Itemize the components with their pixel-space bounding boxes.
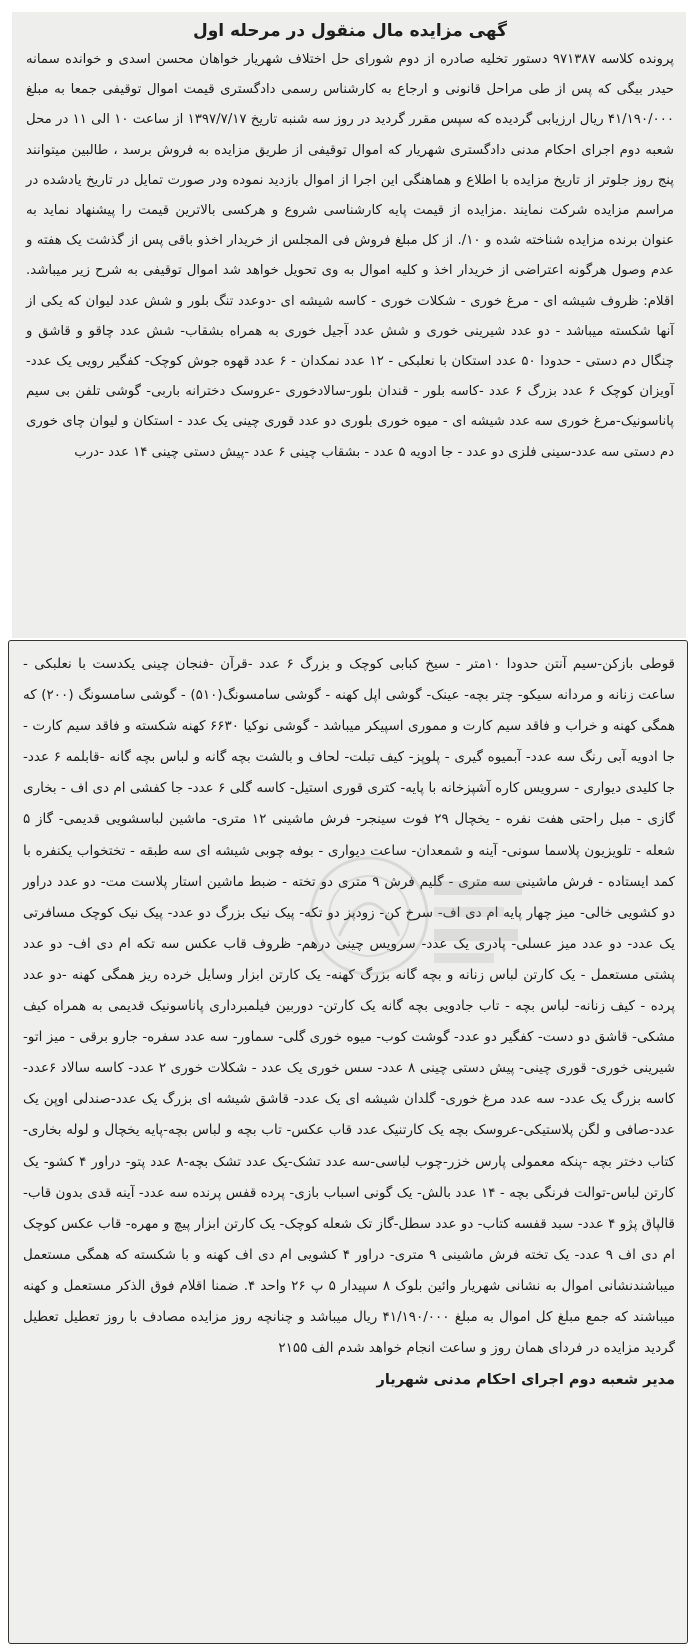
notice-clipping-top [12,12,686,638]
issuer-signature: مدیر شعبه دوم اجرای احکام مدنی شهریار [376,1372,675,1389]
notice-body-part-2: قوطی بازکن-سیم آنتن حدودا ۱۰متر - سیخ کبابی کوچک و بزرگ ۶ عدد -قرآن -فنجان چینی یکدست با نعلبکی - ساعت زنانه و مردانه سیکو- چتر بچه- عینک- گوشی اپل کهنه - گوشی سامسونگ(۵۱۰) - گوشی سامسونگ (۲۰۰) که همگی کهنه و خراب و فاقد سیم کارت و مموری اسپیکر میباشد - گوشی نوکیا ۶۶۳۰ کهنه شکسته و فاقد سیم کارت - جا ادویه آبی رنگ سه عدد- آبمیوه گیری - پلوپز- کیف تبلت- لحاف و بالشت بچه گانه و لباس بچه گانه -قابلمه ۶ عدد- جا کلیدی دیواری - سرویس کاره آشپزخانه با پایه- کتری قوری استیل- کاسه گلی ۶ عدد- جا کفشی ام دی اف - بخاری گازی - مبل راحتی هفت نفره - یخچال ۲۹ فوت سینجر- فرش ماشینی ۱۲ متری- ماشین لباسشویی قدیمی- گاز ۵ شعله - تلویزیون پلاسما سونی- آینه و شمعدان- ساعت دیواری - بوفه چوبی شیشه ای سه طبقه - تختخواب یکنفره با کمد ایستاده - فرش ماشینی سه متری - گلیم فرش ۹ متری دو تخته - ضبط ماشین استار پلاست مت- دو عدد دراور دو کشویی خالی- میز چهار پایه ام دی اف- سرخ کن- زودپز دو تکه- پیک نیک بزرگ دو عدد- پیک نیک کوچک مسافرتی یک عدد- دو عدد میز عسلی- پادری یک عدد- سرویس چینی درهم- ظروف قاب عکس سه تکه ام دی اف- دو عدد پشتی مستعمل - یک کارتن لباس زنانه و بچه گانه بزرگ کهنه- یک کارتن ابزار وسایل خرده ریز همگی کهنه -دو عدد پرده - کیف زنانه- لباس بچه - تاب جادویی بچه گانه یک کارتن- دوربین فیلمبرداری پاناسونیک قدیمی به همراه کیف مشکی- قاشق دو دست- کفگیر دو عدد- گوشت کوب- میوه خوری گلی- سماور- سه عدد سفره- جارو برقی - میز اتو- شیرینی خوری- قوری چینی- پیش دستی چینی ۸ عدد- سس خوری یک عدد - شکلات خوری ۲ عدد- کاسه سالاد ۶عدد- کاسه بزرگ یک عدد- سه عدد مرغ خوری- گلدان شیشه ای یک عدد- قاشق شیشه ای بزرگ یک عدد-صندلی اوپن یک عدد-صافی و لگن پلاستیکی-عروسک بچه یک کارتنیک عدد قاب عکس- تاب بچه و لباس بچه-پایه یخچال و لوله بخاری- کتاب دختر بچه -پنکه معمولی پارس خزر-چوب لباسی-سه عدد تشک-یک عدد تشک بچه-۸ عدد پتو- دراور ۴ کشو- یک کارتن لباس-توالت فرنگی بچه - ۱۴ عدد بالش- یک گونی اسباب بازی- پرده قفس پرنده سه عدد- آینه قدی بدون قاب- قالپاق پژو ۴ عدد- سبد قفسه کتاب- دو عدد سطل-گاز تک شعله کوچک- یک کارتن ابزار پیچ و مهره- قاب عکس کوچک ام دی اف ۹ عدد- یک تخته فرش ماشینی ۹ متری- دراور ۴ کشویی ام دی اف کهنه و با شکسته که همگی مستعمل میباشندنشانی اموال به نشانی شهریار وائین بلوک ۸ سپیدار ۵ پ ۲۶ واحد ۴. ضمنا اقلام فوق الذکر مستعمل و کهنه میباشند که جمع مبلغ کل اموال به مبلغ ۴۱/۱۹۰/۰۰۰ ریال میباشد و چنانچه روز مزایده مصادف با روز تعطیل تعطیل گردید مزایده در فردای همان روز و ساعت انجام خواهد شدم الف ۲۱۵۵ [23,656,676,1357]
notice-body-part-1: پرونده کلاسه ۹۷۱۳۸۷ دستور تخلیه صادره از دوم شورای حل اختلاف شهریار خواهان محسن اسدی و خوانده سمانه حیدر بیگی که پس از طی مراحل قانونی و ارجاع به کارشناس رسمی دادگستری قیمت اموال توقیفی جمعا به مبلغ ۴۱/۱۹۰/۰۰۰ ریال ارزیابی گردیده که سپس مقرر گردید در روز سه شنبه تاریخ ۱۳۹۷/۷/۱۷ از ساعت ۱۰ الی ۱۱ در محل شعبه دوم اجرای احکام مدنی دادگستری شهریار که اموال توقیفی از طریق مزایده به فروش برسد ، طالبین میتوانند پنج روز جلوتر از تاریخ مزایده با اطلاع و هماهنگی این اجرا از اموال بازدید نموده ودر صورت تمایل در تاریخ یادشده در مراسم مزایده شرکت نمایند .مزایده از قیمت پایه کارشناسی شروع و هرکسی بالاترین قیمت را پیشنهاد نماید به عنوان برنده مزایده شناخته شده و ۱۰/. از کل مبلغ فروش فی المجلس از خریدار اخذو باقی پس از گذشت یک هفته و عدم وصول هرگونه اعتراضی از خریدار اخذ و کلیه اموال به وی تحویل خواهد شد اموال توقیفی به شرح زیر میباشد. اقلام: ظروف شیشه ای - مرغ خوری - شکلات خوری - کاسه شیشه ای -دوعدد تنگ بلور و شش عدد لیوان که یکی از آنها شکسته میباشد - دو عدد شیرینی خوری و شش عدد آجیل خوری به همراه بشقاب- شش عدد چاقو و قاشق و چنگال دم دستی - حدودا ۵۰ عدد استکان با نعلبکی - ۱۲ عدد نمکدان - ۶ عدد قهوه جوش کوچک- کفگیر رویی یک عدد-آویزان کوچک ۶ عدد بزرگ ۶ عدد -کاسه بلور - قندان بلور-سالادخوری -عروسک دخترانه باربی- گوشی تلفن بی سیم پاناسونیک-مرغ خوری سه عدد شیشه ای - میوه خوری بلوری دو عدد قوری چینی یک عدد - استکان و لیوان چای خوری دم دستی سه عدد-سینی فلزی دو عدد - جا ادویه ۵ عدد - بشقاب چینی ۶ عدد -پیش دستی چینی ۱۴ عدد -درب [26,52,675,460]
notice-title: گهی مزایده مال منقول در مرحله اول [192,21,507,41]
notice-clipping-bottom [8,640,688,1644]
